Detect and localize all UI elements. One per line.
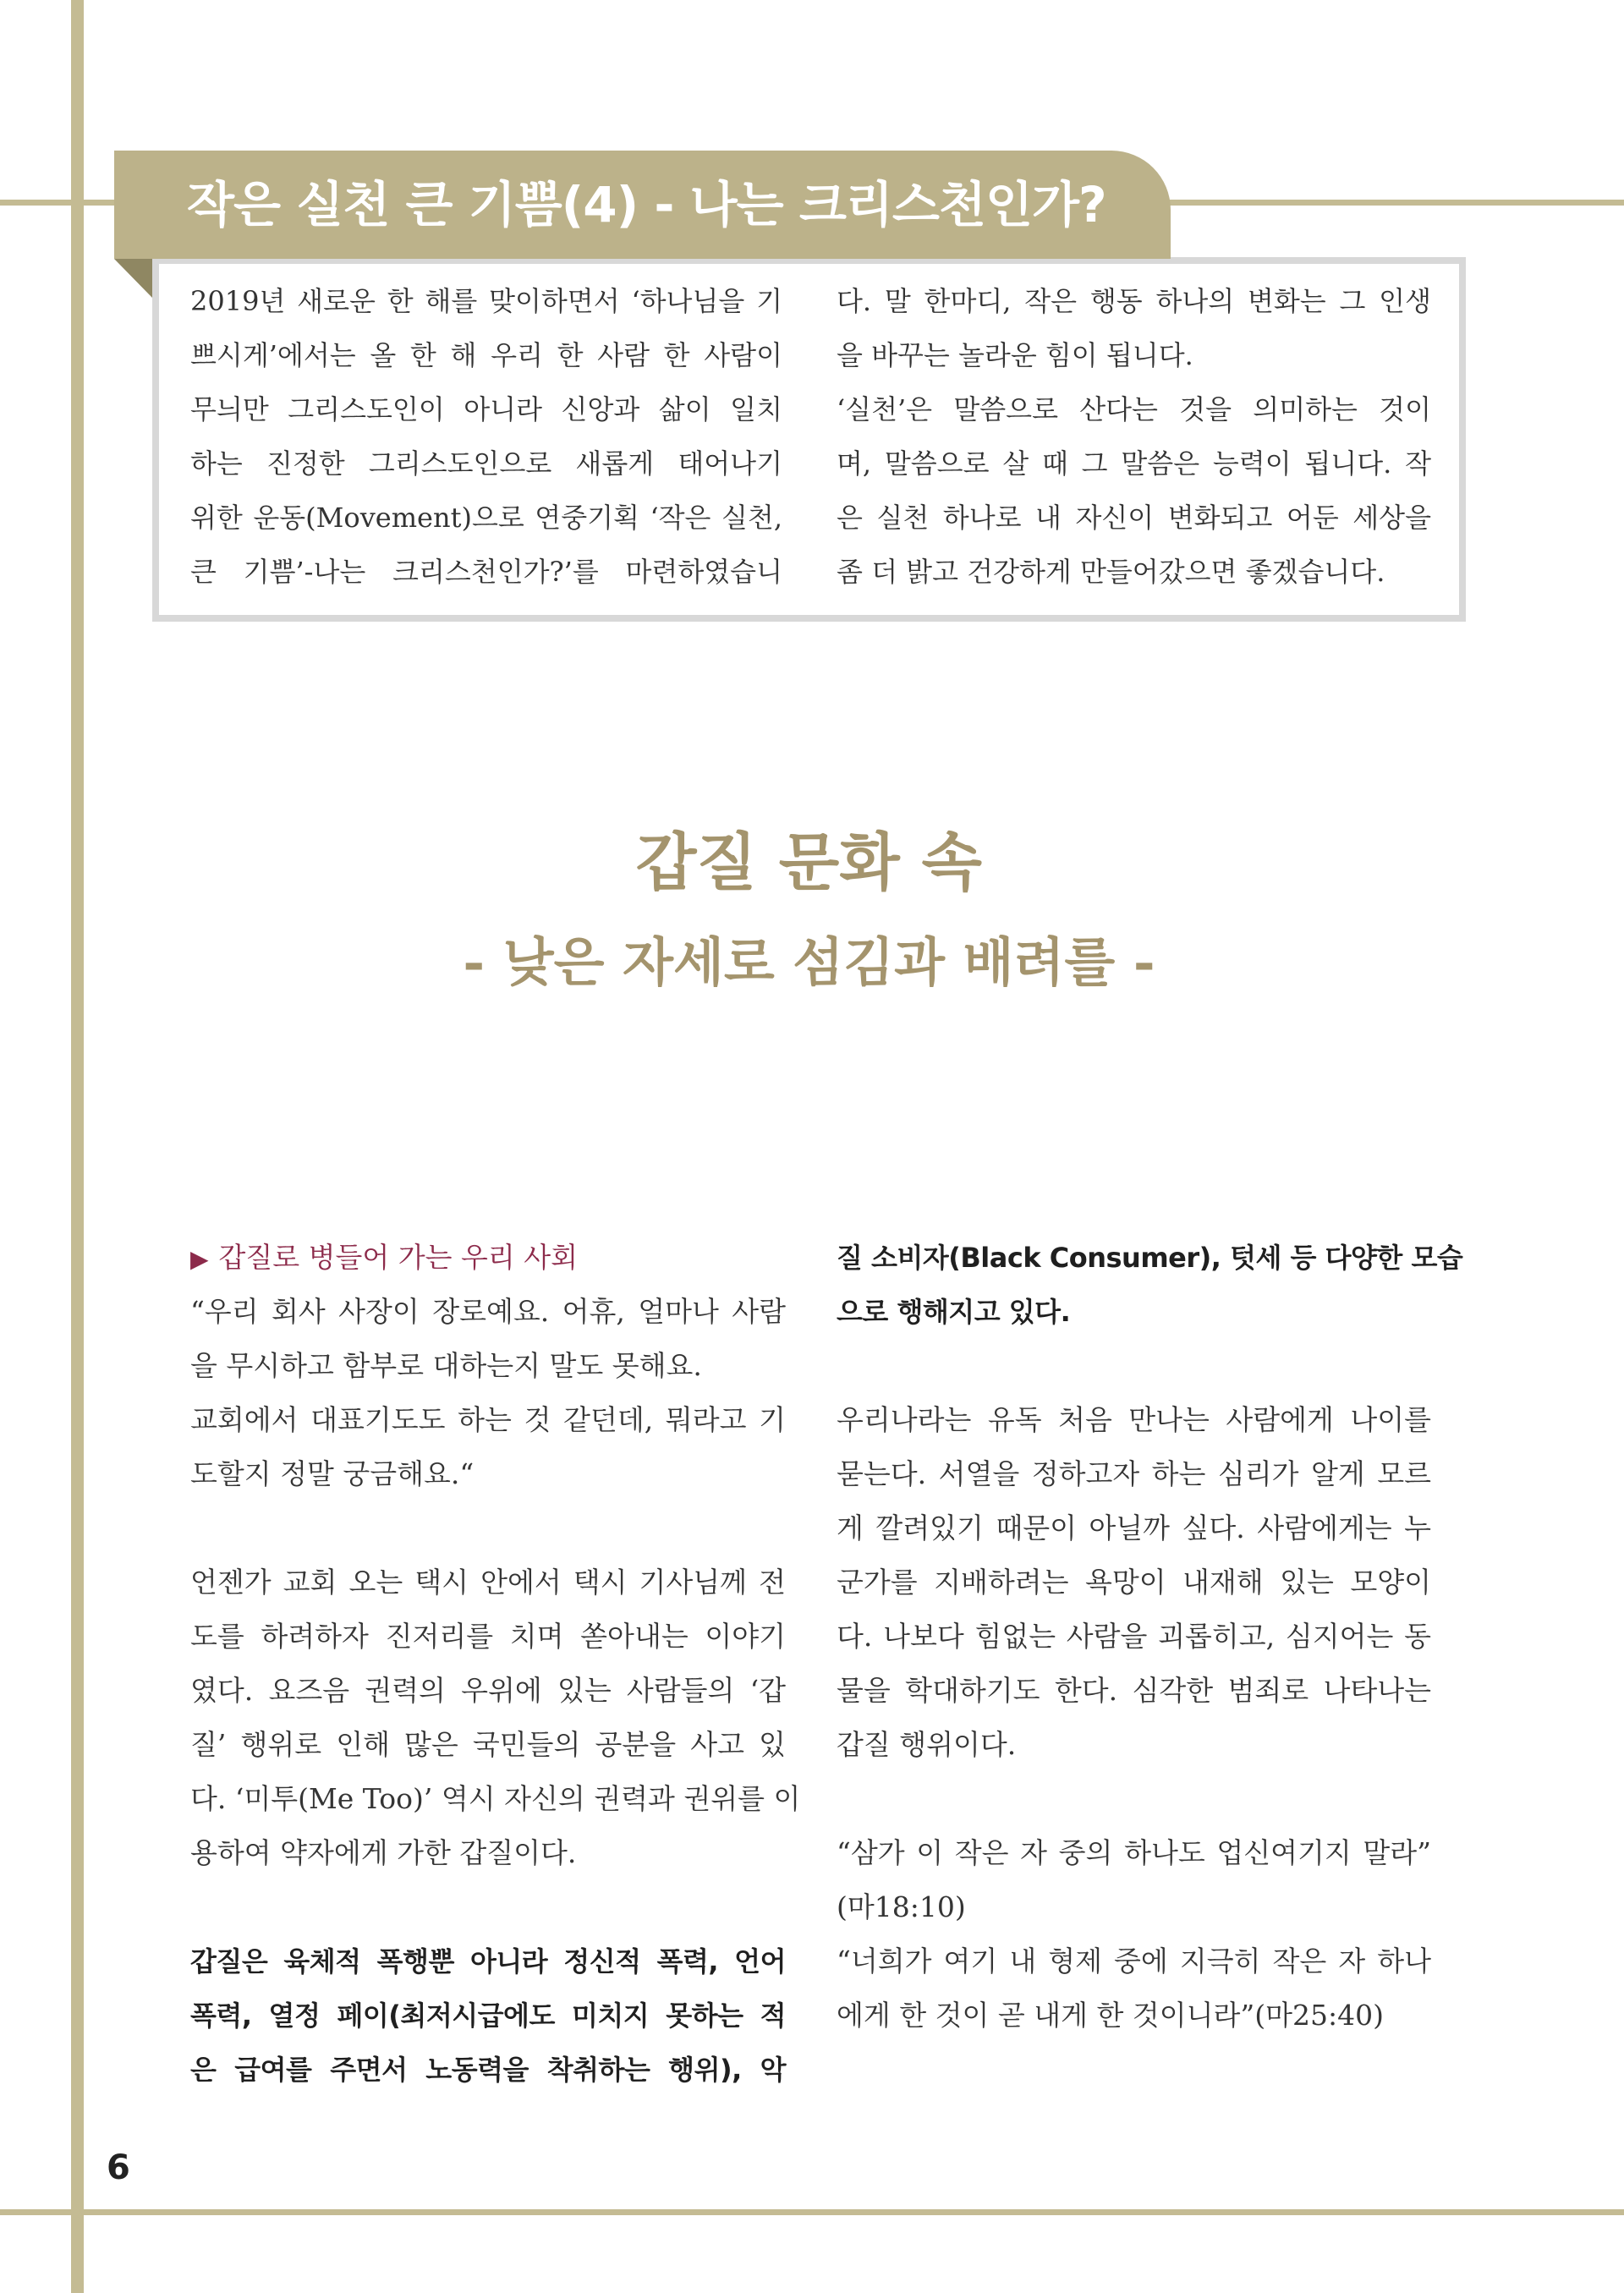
body-text-line: 교회에서 대표기도도 하는 것 같던데, 뭐라고 기 (190, 1403, 786, 1436)
scripture-text-line: “삼가 이 작은 자 중의 하나도 업신여기지 말라” (837, 1836, 1431, 1869)
intro-text-line: 쁘시게’에서는 올 한 해 우리 한 사람 한 사람이 (190, 339, 782, 371)
intro-text-line: 은 실천 하나로 내 자신이 변화되고 어둔 세상을 (837, 502, 1431, 534)
scripture-text-line: 에게 한 것이 곧 내게 한 것이니라”(마25:40) (837, 1999, 1384, 2032)
quote-paragraph (190, 1393, 786, 1501)
body-text-line: 군가를 지배하려는 욕망이 내재해 있는 모양이 (837, 1566, 1431, 1599)
body-text-line: 게 깔려있기 때문이 아닐까 싶다. 사람에게는 누 (837, 1511, 1431, 1544)
body-text-line: 갑질 행위이다. (837, 1728, 1017, 1761)
emphasis-text-line: 질 소비자(Black Consumer), 텃세 등 다양한 모습 (837, 1242, 1463, 1274)
body-text-line: 였다. 요즈음 권력의 우위에 있는 사람들의 ‘갑 (190, 1674, 786, 1707)
story-paragraph (190, 1555, 801, 1880)
paragraph-gap (190, 1880, 786, 1934)
reflection-paragraph (837, 1393, 1431, 1772)
intro-left-column (190, 274, 782, 599)
intro-paragraph (190, 274, 782, 599)
emphasis-paragraph-continued (837, 1231, 1463, 1339)
paragraph-gap (837, 1339, 1431, 1393)
bottom-rule (0, 2209, 1624, 2215)
intro-text-line: 다. 말 한마디, 작은 행동 하나의 변화는 그 인생 (837, 285, 1431, 317)
paragraph-gap (190, 1501, 786, 1555)
body-text-line: 용하여 약자에게 가한 갑질이다. (190, 1836, 577, 1869)
scripture-text-line: “너희가 여기 내 형제 중에 지극히 작은 자 하나 (837, 1945, 1431, 1978)
scripture-quote (837, 1934, 1431, 2043)
banner-fold (114, 259, 152, 298)
quote-paragraph (190, 1285, 786, 1393)
paragraph-gap (837, 1772, 1431, 1826)
series-banner (114, 151, 1171, 259)
intro-text-line: 2019년 새로운 한 해를 맞이하면서 ‘하나님을 기 (190, 285, 782, 317)
body-text-line: 묻는다. 서열을 정하고자 하는 심리가 알게 모르 (837, 1457, 1431, 1490)
emphasis-text-line: 으로 행해지고 있다. (837, 1296, 1071, 1328)
intro-text-line: 좀 더 밝고 건강하게 만들어갔으면 좋겠습니다. (837, 556, 1385, 588)
body-text-line: 도할지 정말 궁금해요.“ (190, 1457, 475, 1490)
emphasis-text-line: 폭력, 열정 페이(최저시급에도 미치지 못하는 적 (190, 2000, 786, 2032)
intro-paragraph (837, 382, 1431, 599)
emphasis-text-line: 은 급여를 주면서 노동력을 착취하는 행위), 악 (190, 2054, 786, 2086)
body-text-line: 우리나라는 유독 처음 만나는 사람에게 나이를 (837, 1403, 1431, 1436)
intro-text-line: ‘실천’은 말씀으로 산다는 것을 의미하는 것이 (837, 393, 1431, 425)
body-text-line: 질’ 행위로 인해 많은 국민들의 공분을 사고 있 (190, 1728, 786, 1761)
article-subtitle: - 낮은 자세로 섬김과 배려를 - (463, 931, 1155, 993)
series-title: 작은 실천 큰 기쁨(4) - 나는 크리스천인가? (187, 176, 1106, 233)
body-text-line: 을 무시하고 함부로 대하는지 말도 못해요. (190, 1349, 702, 1382)
scripture-text-line: (마18:10) (837, 1890, 966, 1923)
intro-paragraph (837, 274, 1431, 382)
intro-text-line: 무늬만 그리스도인이 아니라 신앙과 삶이 일치 (190, 393, 782, 425)
scripture-quote (837, 1826, 1431, 1934)
intro-text-line: 위한 운동(Movement)으로 연중기획 ‘작은 실천, (190, 502, 782, 534)
intro-right-column (837, 274, 1431, 599)
page-number: 6 (107, 2148, 130, 2187)
body-text-line: 언젠가 교회 오는 택시 안에서 택시 기사님께 전 (190, 1566, 786, 1599)
left-vertical-rule (71, 0, 84, 2293)
intro-text-line: 하는 진정한 그리스도인으로 새롭게 태어나기 (190, 447, 782, 480)
body-text-line: 다. ‘미투(Me Too)’ 역시 자신의 권력과 권위를 이 (190, 1782, 801, 1815)
body-text-line: 다. 나보다 힘없는 사람을 괴롭히고, 심지어는 동 (837, 1620, 1431, 1653)
body-text-line: “우리 회사 사장이 장로예요. 어휴, 얼마나 사람 (190, 1295, 786, 1328)
article-right-column (837, 1231, 1463, 2043)
emphasis-text-line: 갑질은 육체적 폭행뿐 아니라 정신적 폭력, 언어 (190, 1945, 786, 1978)
emphasis-paragraph (190, 1934, 786, 2097)
body-text-line: 도를 하려하자 진저리를 치며 쏟아내는 이야기 (190, 1620, 786, 1653)
intro-text-line: 을 바꾸는 놀라운 힘이 됩니다. (837, 339, 1193, 371)
intro-text-line: 며, 말씀으로 살 때 그 말씀은 능력이 됩니다. 작 (837, 447, 1431, 480)
intro-text-line: 큰 기쁨’-나는 크리스천인가?’를 마련하였습니 (190, 556, 782, 588)
triangle-right-icon: ▶ (190, 1245, 209, 1273)
body-text-line: 물을 학대하기도 한다. 심각한 범죄로 나타나는 (837, 1674, 1431, 1707)
article-title: 갑질 문화 속 (636, 826, 982, 899)
section-heading-text: 갑질로 병들어 가는 우리 사회 (218, 1241, 579, 1274)
article-left-column (190, 1231, 801, 2097)
section-heading (190, 1231, 786, 1285)
